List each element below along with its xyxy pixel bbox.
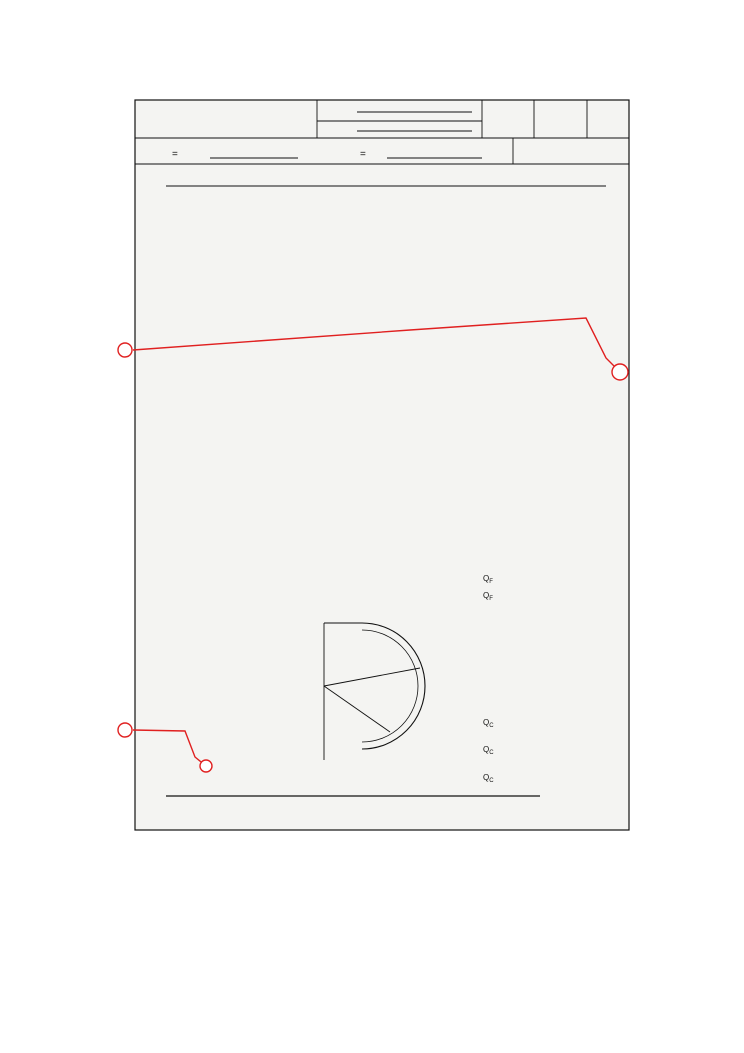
qc-label-1: $Q_C$ — [483, 718, 494, 729]
header-qc: = — [360, 149, 366, 160]
qf-label-2: $Q_F$ — [483, 591, 493, 602]
qc-label-2: $Q_C$ — [483, 745, 494, 756]
header-qf: = — [172, 149, 178, 160]
qf-label-1: $Q_F$ — [483, 574, 493, 585]
qc-label-3: $Q_C$ — [483, 773, 494, 784]
